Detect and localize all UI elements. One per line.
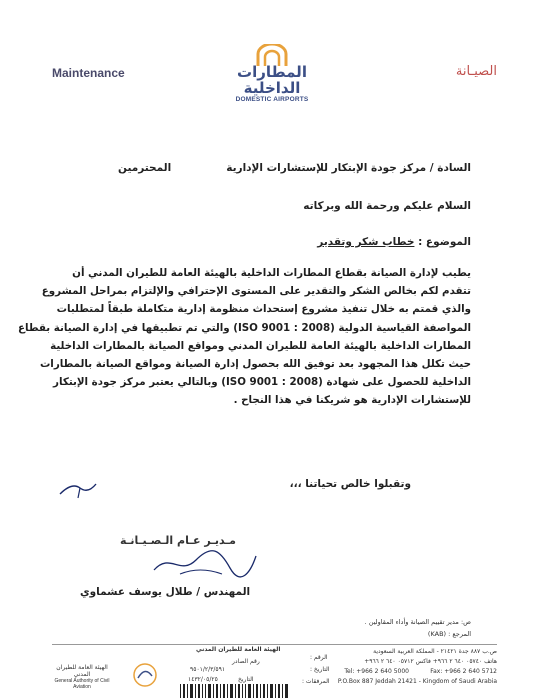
body-line-4: المواصفة القياسية الدولية (ISO 9001 : 2008) والتي تم تطبيقها في إدارة الصيانة بقطاع [17,321,471,334]
gaca-arabic-name: الهيئة العامة للطيران المدني [56,664,108,678]
footer-address-ar: ص.ب ٨٨٧ جدة ٢١٤٢١ - المملكة العربية السعودية [373,648,497,655]
greeting-line: السلام عليكم ورحمة الله وبركاته [303,200,471,212]
aviation-emblem-icon [132,662,158,688]
footer-divider [52,644,497,645]
field-date-label: التاريخ : [310,666,330,673]
stamp-organization: الهيئة العامة للطيران المدني [196,646,281,653]
subject-line [317,236,471,248]
closing-line: وتقبلوا خالص تحياتنا ،،، [289,478,411,490]
logo-arabic-text: المطارات الداخلية [237,63,307,97]
signature-scribble-icon [150,548,260,580]
stamp-date-label: التاريخ [238,676,254,683]
body-line-7: الداخلية للحصول على شهادة (ISO 9001 : 2008) وبالتالي يعتبر مركز جودة الإبتكار [53,376,471,389]
footer-reference: المرجع : (KAB) [427,630,471,638]
signatory-title: مـديـر عـام الـصـيـانـة [120,534,236,547]
body-line-8: للإستشارات الإدارية هو شريكنا في هذا النجاح . [233,394,471,407]
header-maintenance-en: Maintenance [52,66,125,80]
logo-english-text: DOMESTIC AIRPORTS [235,96,309,103]
body-line-3: والذي قمتم به خلال تنفيذ مشروع إستحداث منظومة إدارية متكاملة طبقاً لمتطلبات [56,303,471,316]
barcode-icon [180,684,290,698]
gaca-logo [52,664,112,690]
body-line-2: تتقدم لكم بخالص الشكر والتقدير على المستوى الإحترافي والإلتزام بمراحل المشروع [41,285,471,298]
stamp-outgoing-number: ٩٥٠١/٢/٣/٥٩١ [190,666,226,673]
addressee-line: السادة / مركز جودة الإبتكار للإستشارات الإدارية [226,162,471,174]
field-attachments-label: المرفقات : [302,678,330,685]
signatory-name: المهندس / طلال يوسف عشماوي [80,586,251,598]
header-maintenance-ar: الصيـانة [455,64,497,79]
letter-body [17,264,471,410]
subject-label: الموضوع : [414,236,471,248]
body-line-5: المطارات الداخلية بالهيئة العامة للطيران المدني ومواقع الصيانة بالمطارات الداخلية [50,339,471,352]
footer-tel-en: Tel: +966 2 640 5000 [344,668,409,675]
domestic-airports-logo [212,44,332,103]
gaca-english-name: General Authority of Civil Aviation [54,678,110,690]
field-number-label: الرقم : [310,654,328,661]
stamp-date-value: ١٤٣٢/٠٥/٢٥ [188,676,218,683]
footer-fax-en: Fax: +966 2 640 5712 [430,668,497,675]
body-line-1: يطيب لإدارة الصيانة بقطاع المطارات الداخلية بالهيئة العامة للطيران المدني أن [72,267,471,279]
handwritten-mark-icon [58,478,98,500]
footer-pobox-en: P.O.Box 887 Jeddah 21421 - Kingdom of Saudi Arabia [337,678,497,685]
stamp-outgoing-label: رقم الصادر [232,658,260,665]
honorific: المحترمين [118,162,172,174]
subject-value: خطاب شكر وتقدير [317,236,415,248]
body-line-6: حيث تكلل هذا المجهود بعد توفيق الله بحصول إدارة الصيانة ومواقع الصيانة بالمطارات [39,358,471,371]
footer-phone-ar: هاتف ٠٥٧٤٠ ٦٤٠ ٢ ٩٦٦+ فاكس ٠٥٧١٢ ٦٤٠ ٢ ٩٦٦+ [364,658,497,665]
footer-cc-note: ص: مدير تقييم الصيانة وأداء المقاولين . [364,618,471,626]
